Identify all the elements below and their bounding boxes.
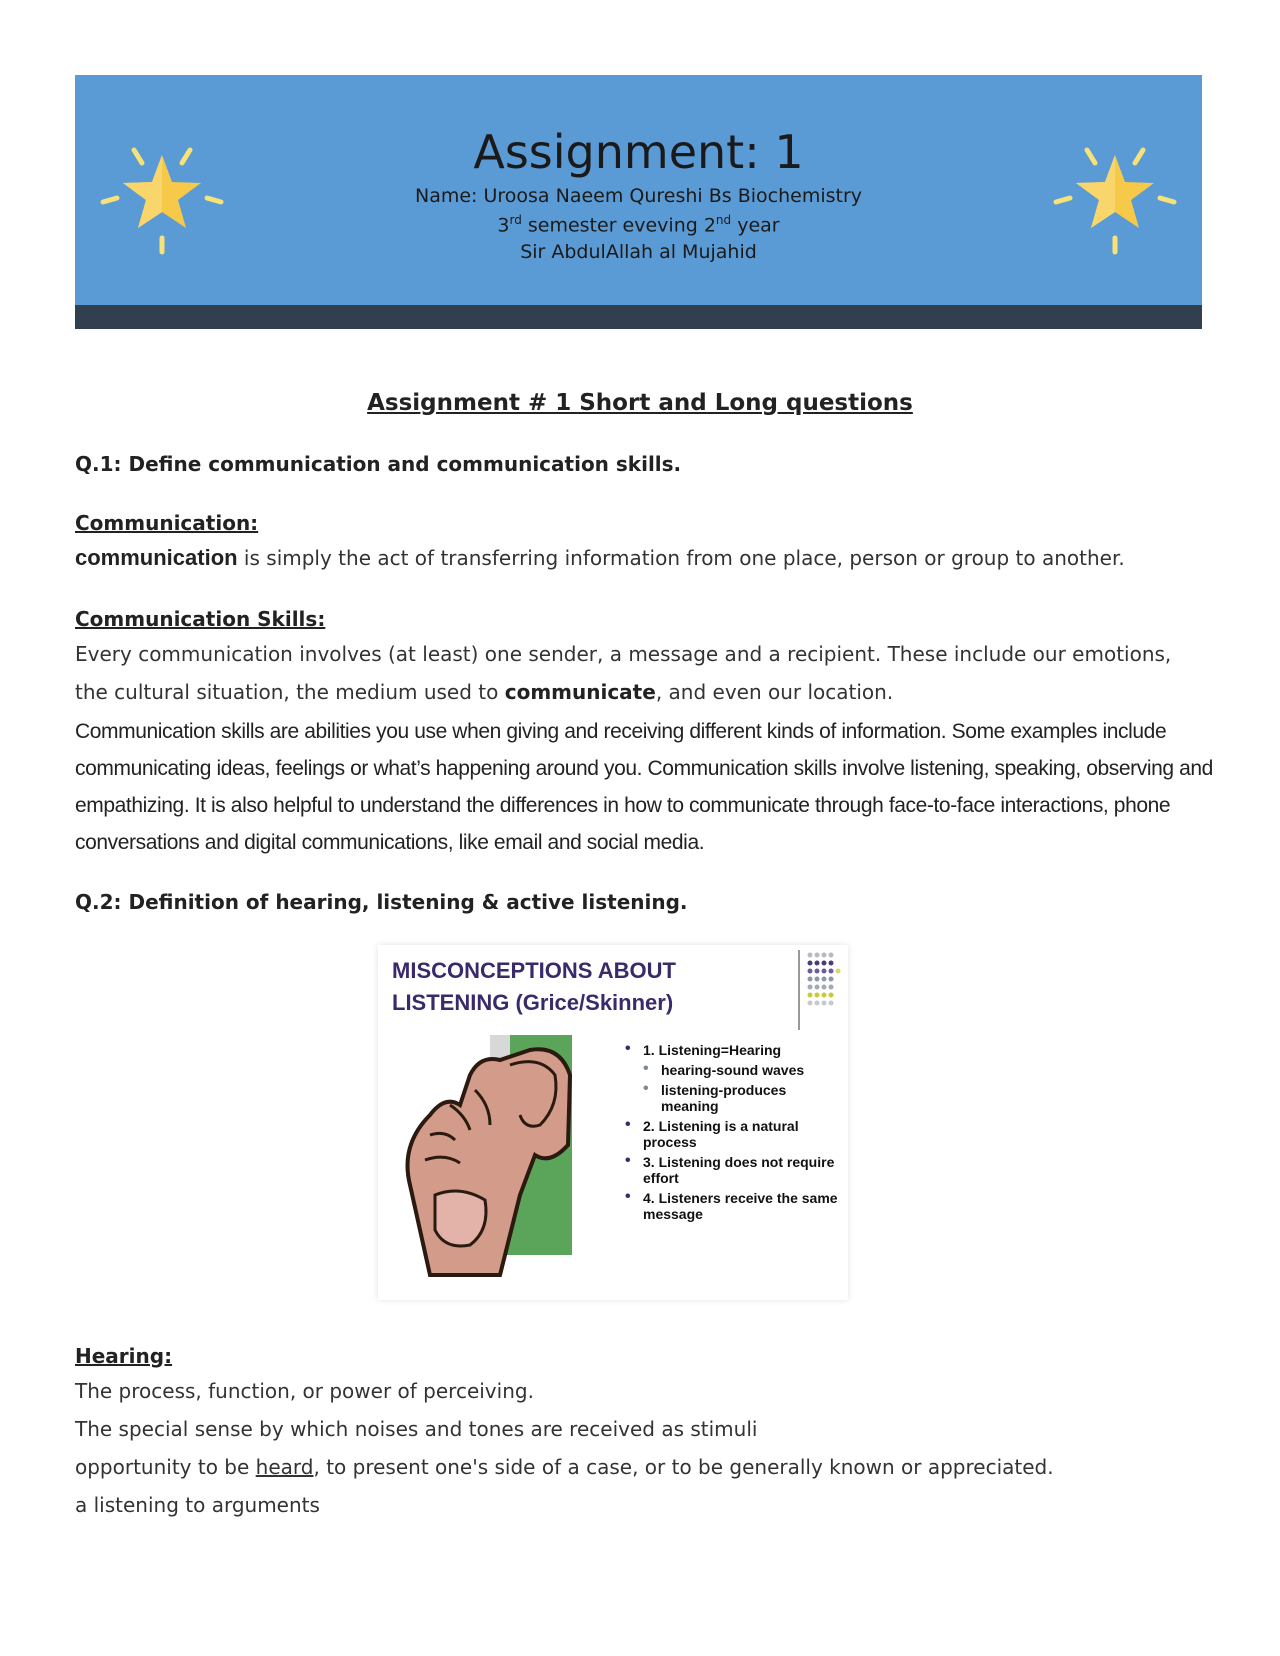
question-1: Q.1: Define communication and communication skills. [75, 452, 682, 476]
hearing-line-1: The process, function, or power of perceiving. [75, 1379, 534, 1403]
hearing-heading: Hearing: [75, 1344, 173, 1368]
hearing-line-2: The special sense by which noises and tones are received as stimuli [75, 1417, 758, 1441]
list-item: • 3. Listening does not require effort [623, 1154, 843, 1186]
skills-paragraph-1: Every communication involves (at least) one sender, a message and a recipient. These include our emotions, the cultural situation, the medium used to communicate, and even our location. [75, 642, 1172, 704]
banner-bar [75, 305, 1202, 329]
skills-heading: Communication Skills: [75, 607, 326, 631]
list-item: • hearing-sound waves [623, 1062, 843, 1078]
question-2: Q.2: Definition of hearing, listening & active listening. [75, 890, 688, 914]
hearing-line-4: a listening to arguments [75, 1493, 320, 1517]
listening-slide-image [378, 945, 848, 1300]
slide-bullet-list [623, 1042, 843, 1226]
list-item: • 1. Listening=Hearing [623, 1042, 843, 1058]
communication-definition: communication is simply the act of transferring information from one place, person or group to another. [75, 545, 1125, 570]
hearing-line-3: opportunity to be heard, to present one's side of a case, or to be generally known or appreciated. [75, 1455, 1054, 1479]
slide-divider [798, 950, 800, 1030]
teacher-name: Sir AbdulAllah al Mujahid [520, 241, 757, 263]
hand-ear-illustration [390, 1035, 580, 1280]
list-item: • listening-produces meaning [623, 1082, 843, 1114]
student-name: Name: Uroosa Naeem Qureshi Bs Biochemistry [414, 185, 863, 207]
list-item: • 2. Listening is a natural process [623, 1118, 843, 1150]
slide-title: MISCONCEPTIONS ABOUT LISTENING (Grice/Skinner) [392, 958, 676, 1015]
dots-decoration-icon [806, 950, 846, 1020]
communication-heading: Communication: [75, 511, 259, 535]
header-banner [75, 75, 1202, 329]
skills-paragraph-2: Communication skills are abilities you use when giving and receiving different kinds of information. Some examples include communicating ideas, feelings or what’s happening around you. Communication skills involve listening, speaking, observing and empathizing. It is also helpful to understand the differences in how to communicate through face-to-face interactions, phone conversations and digital communications, like email and social media. [75, 720, 1213, 854]
heard-link: heard [255, 1455, 314, 1479]
page-heading: Assignment # 1 Short and Long questions [367, 390, 913, 416]
assignment-title: Assignment: 1 [473, 125, 804, 179]
list-item: • 4. Listeners receive the same message [623, 1190, 843, 1222]
semester-line: 3rd semester eveving 2nd year [497, 213, 780, 237]
